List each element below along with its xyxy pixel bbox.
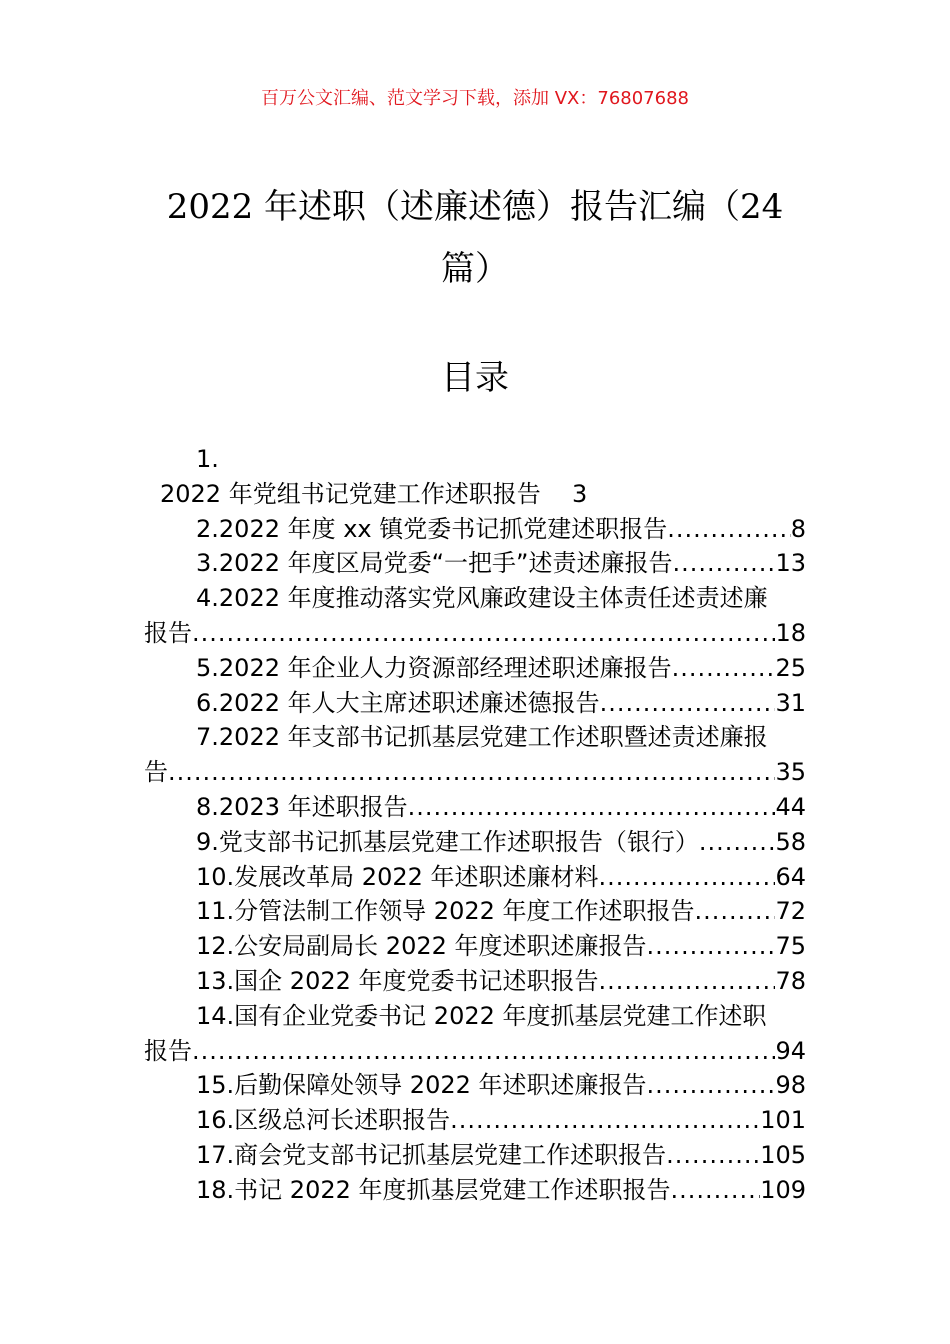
toc-item-page: 78 (775, 966, 806, 995)
toc-leader-dots (192, 1034, 775, 1069)
toc-item-page: 3 (572, 479, 588, 508)
toc-heading: 目录 (441, 358, 509, 398)
toc-item-title: 2.2022 年度 xx 镇党委书记抓党建述职报告 (196, 514, 668, 543)
toc-item-17[interactable] (144, 1138, 806, 1173)
toc-item-page: 25 (775, 653, 806, 682)
toc-item-10[interactable] (144, 860, 806, 895)
toc-item-16[interactable] (144, 1103, 806, 1138)
toc-item-title: 5.2022 年企业人力资源部经理述职述廉报告 (196, 653, 672, 682)
toc-leader-dots (699, 825, 776, 860)
toc-item-page: 8 (790, 514, 806, 543)
toc-item-11[interactable] (144, 894, 806, 929)
toc-leader-dots (671, 1173, 761, 1208)
document-title-line-1: 2022 年述职（述廉述德）报告汇编（24 (166, 187, 784, 227)
toc-item-title: 17.商会党支部书记抓基层党建工作述职报告 (196, 1140, 667, 1169)
toc-item-page: 72 (775, 897, 806, 926)
toc-leader-dots (667, 512, 790, 547)
toc-leader-dots (599, 964, 776, 999)
toc-item-title: 7.2022 年支部书记抓基层党建工作述职暨述责述廉报 (196, 723, 768, 752)
toc-item-1[interactable] (144, 477, 806, 512)
toc-item-page: 44 (775, 792, 806, 821)
toc-item-15[interactable] (144, 1068, 806, 1103)
toc-item-4-continued[interactable] (144, 616, 806, 651)
toc-item-page: 75 (775, 932, 806, 961)
toc-item-title: 13.国企 2022 年度党委书记述职报告 (196, 966, 599, 995)
toc-leader-dots (666, 1138, 760, 1173)
toc-item-18[interactable] (144, 1173, 806, 1208)
toc-item-title: 3.2022 年度区局党委“一把手”述责述廉报告 (196, 549, 673, 578)
toc-item-7-continued[interactable] (144, 755, 806, 790)
toc-item-2[interactable] (144, 512, 806, 547)
toc-item-8[interactable] (144, 790, 806, 825)
toc-item-title: 16.区级总河长述职报告 (196, 1106, 451, 1135)
table-of-contents (144, 442, 806, 1208)
toc-item-13[interactable] (144, 964, 806, 999)
toc-item-page: 105 (760, 1140, 806, 1169)
toc-item-title-continued: 报告 (144, 618, 192, 647)
toc-leader-dots (647, 929, 776, 964)
toc-leader-dots (672, 651, 776, 686)
header-note: 百万公文汇编、范文学习下载，添加 VX：76807688 (261, 88, 689, 109)
toc-item-title: 10.发展改革局 2022 年述职述廉材料 (196, 862, 599, 891)
toc-item-page: 98 (775, 1071, 806, 1100)
toc-item-1-number[interactable]: 1. (196, 445, 219, 473)
document-title-line-2: 篇） (441, 249, 509, 289)
toc-item-title: 2022 年党组书记党建工作述职报告 (160, 479, 541, 508)
toc-leader-dots (672, 546, 775, 581)
toc-leader-dots (192, 616, 775, 651)
toc-item-7[interactable] (144, 720, 806, 755)
document-title (160, 176, 790, 300)
toc-item-14-continued[interactable] (144, 1034, 806, 1069)
toc-item-6[interactable] (144, 686, 806, 721)
toc-item-page: 13 (775, 549, 806, 578)
toc-item-title: 18.书记 2022 年度抓基层党建工作述职报告 (196, 1175, 671, 1204)
toc-item-page: 109 (760, 1175, 806, 1204)
toc-item-title-continued: 报告 (144, 1036, 192, 1065)
toc-item-9[interactable] (144, 825, 806, 860)
toc-leader-dots (450, 1103, 760, 1138)
toc-leader-dots (600, 686, 776, 721)
toc-item-title: 14.国有企业党委书记 2022 年度抓基层党建工作述职 (196, 1001, 767, 1030)
toc-item-page: 18 (775, 618, 806, 647)
toc-leader-dots (168, 755, 775, 790)
toc-item-page: 35 (775, 758, 806, 787)
toc-leader-dots (408, 790, 776, 825)
toc-leader-dots (695, 894, 776, 929)
toc-item-page: 31 (775, 688, 806, 717)
toc-item-title-continued: 告 (144, 758, 168, 787)
toc-item-title: 15.后勤保障处领导 2022 年述职述廉报告 (196, 1071, 647, 1100)
toc-item-12[interactable] (144, 929, 806, 964)
toc-item-page: 58 (775, 827, 806, 856)
toc-item-title: 4.2022 年度推动落实党风廉政建设主体责任述责述廉 (196, 584, 768, 613)
toc-item-5[interactable] (144, 651, 806, 686)
toc-item-page: 64 (775, 862, 806, 891)
toc-item-14[interactable] (144, 999, 806, 1034)
toc-item-title: 8.2023 年述职报告 (196, 792, 408, 821)
toc-item-title: 6.2022 年人大主席述职述廉述德报告 (196, 688, 600, 717)
toc-item-title: 12.公安局副局长 2022 年度述职述廉报告 (196, 932, 647, 961)
toc-leader-dots (599, 860, 776, 895)
toc-item-page: 94 (775, 1036, 806, 1065)
toc-leader-dots (647, 1068, 776, 1103)
toc-item-4[interactable] (144, 581, 806, 616)
toc-item-page: 101 (760, 1106, 806, 1135)
toc-item-title: 9.党支部书记抓基层党建工作述职报告（银行） (196, 827, 699, 856)
toc-item-title: 11.分管法制工作领导 2022 年度工作述职报告 (196, 897, 695, 926)
toc-item-3[interactable] (144, 546, 806, 581)
